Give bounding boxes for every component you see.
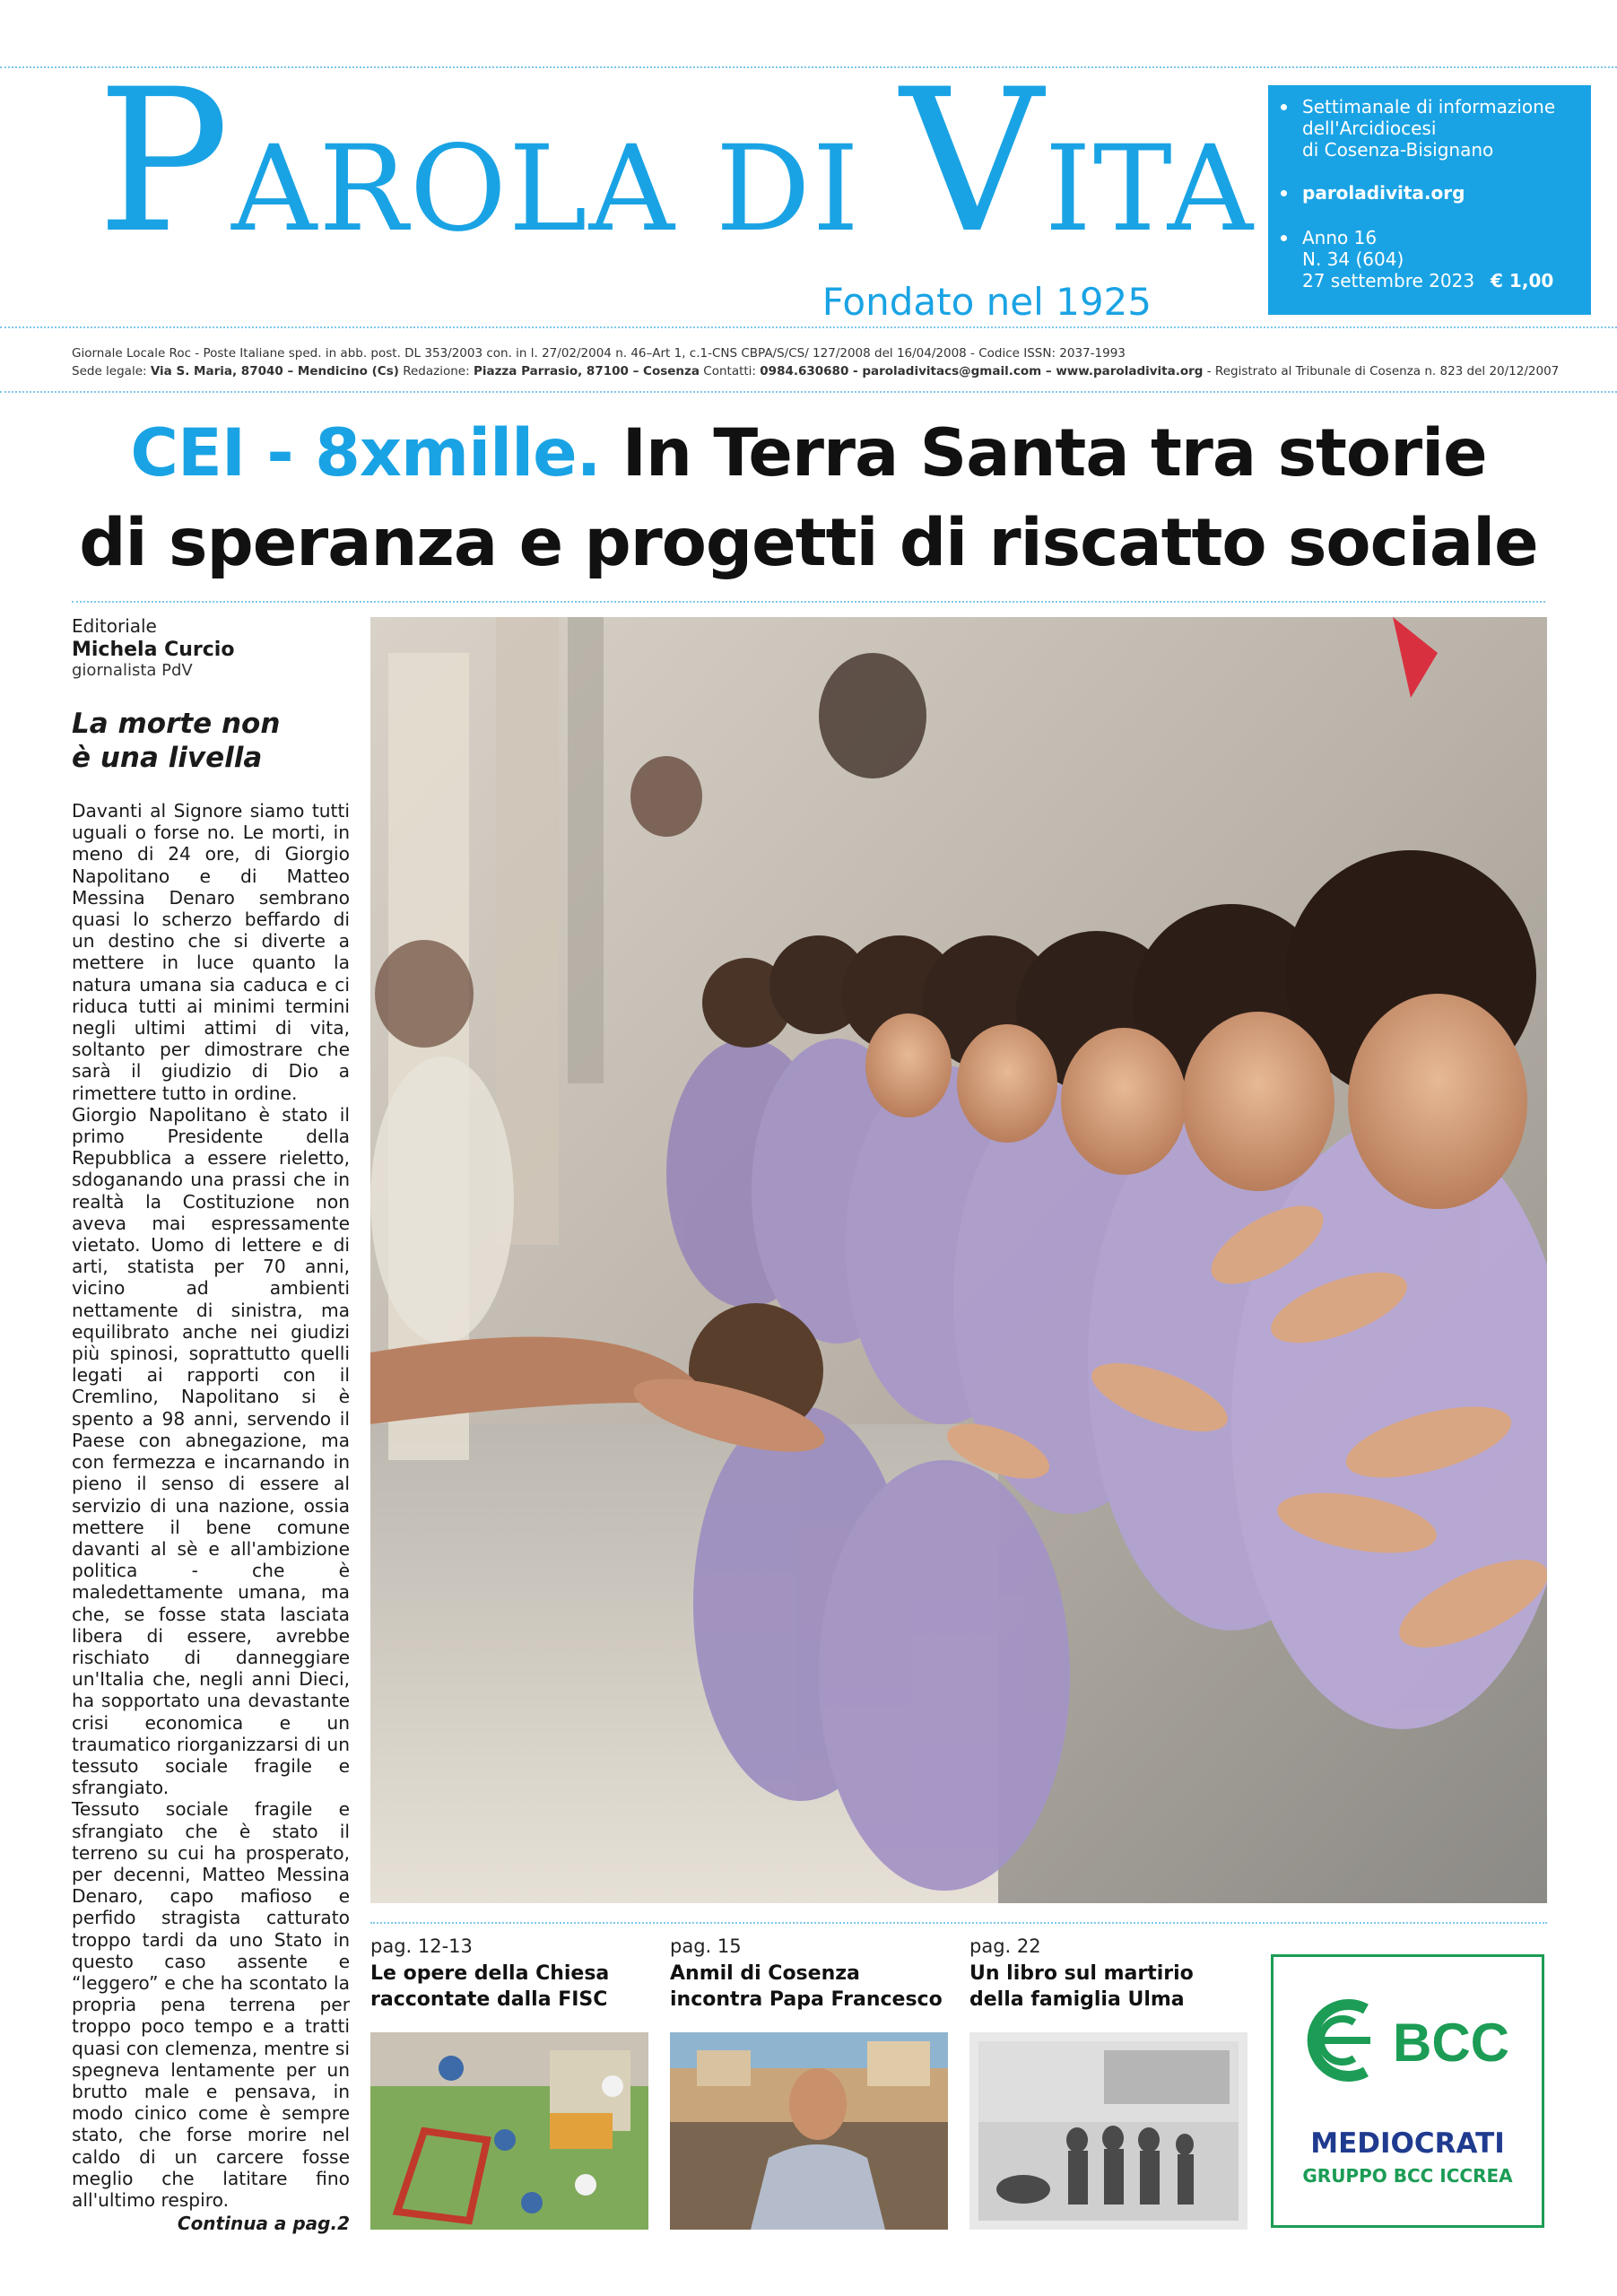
editorial-section-label: Editoriale	[72, 615, 157, 637]
founded-label: Fondato nel 1925	[822, 280, 1152, 324]
teaser-anmil[interactable]	[670, 1935, 948, 2013]
editorial-author-role: giornalista PdV	[72, 661, 193, 680]
teaser-ulma[interactable]	[969, 1935, 1248, 2013]
editorial-paragraph: Tessuto sociale fragile e sfrangiato che è stato il terreno su cui ha prosperato, per decenni, Matteo Messina Denaro, capo mafioso e perfido stragista catturato troppo tardi da uno Stato in questo caso assente e “leggero” e che ha scontato la propria pena terrena per troppo poco tempo e a tratti quasi con clemenza, mentre si spegneva lentamente per un brutto male e pensava, in modo cinico come è sempre stato, che forse morire nel caldo di un carcere fosse meglio che latitare fino all'ultimo respiro.	[72, 1798, 350, 2211]
bcc-logo	[1299, 1991, 1523, 2090]
editorial-body	[72, 800, 350, 2211]
issue-infobox	[1268, 85, 1591, 315]
main-headline[interactable]: CEI - 8xmille. In Terra Santa tra storie di speranza e progetti di riscatto sociale	[79, 415, 1538, 581]
ad-group: GRUPPO BCC ICCREA	[1302, 2165, 1513, 2187]
teaser-thumbnail	[969, 2032, 1248, 2230]
issue-date: 27 settembre 2023	[1302, 270, 1475, 291]
teaser-title: Le opere della Chiesa raccontate dalla FISC	[370, 1962, 610, 2011]
masthead-rule	[0, 326, 1617, 328]
masthead-rule	[0, 391, 1617, 393]
teaser-page: pag. 12-13	[370, 1935, 473, 1957]
issue-details: Anno 16 N. 34 (604) 27 settembre 2023 € 1,00	[1291, 227, 1575, 291]
bcc-logo-text: BCC	[1393, 2013, 1509, 2073]
website-link[interactable]: paroladivita.org	[1291, 182, 1575, 204]
teaser-title: Un libro sul martirio della famiglia Ulma	[969, 1962, 1194, 2011]
headline-rule	[72, 601, 1545, 603]
teaser-fisc[interactable]	[370, 1935, 648, 2013]
continue-link[interactable]: Continua a pag.2	[177, 2213, 350, 2235]
masthead-logo	[97, 47, 1256, 324]
editorial-paragraph: Giorgio Napolitano è stato il primo Presidente della Repubblica a essere rieletto, sdoganando una prassi che in realtà la Costituzione non aveva mai espressamente vietato. Uomo di lettere e di arti, statista per 70 anni, vicino ad ambienti nettamente di sinistra, ma equilibrato anche nei giudizi più spinosi, soprattutto quelli legati ai rapporti con il Cremlino, Napolitano si è spento a 98 anni, servendo il Paese con abnegazione, ma con fermezza e incarnando in pieno il senso di essere al servizio di una nazione, ossia mettere il bene comune davanti al sè e all'ambizione politica - che è maledettamente umana, ma che, se fosse stata lasciata libera di essere, avrebbe rischiato di danneggiare un'Italia che, negli anni Dieci, ha sopportato una devastante crisi economica e un traumatico riorganizzarsi di un tessuto sociale fragile e sfrangiato.	[72, 1103, 350, 1799]
editorial-author: Michela Curcio	[72, 639, 235, 661]
editorial-paragraph: Davanti al Signore siamo tutti uguali o forse no. Le morti, in meno di 24 ore, di Giorgio Napolitano e di Matteo Messina Denaro sembrano quasi lo scherzo beffardo di un destino che si diverte a mettere in luce quanto la natura umana sia caduca e ci riduca tutti ai minimi termini negli ultimi attimi di vita, soltanto per dimostrare che sarà il giudizio di Dio a rimettere tutto in ordine.	[72, 800, 350, 1104]
editorial-column	[72, 615, 350, 2234]
bcc-advertisement[interactable]	[1271, 1954, 1544, 2228]
publication-description: Settimanale di informazione dell'Arcidiocesi di Cosenza-Bisignano	[1291, 96, 1575, 161]
ad-brand: MEDIOCRATI	[1310, 2127, 1505, 2160]
teaser-thumbnail	[370, 2032, 648, 2230]
main-photo	[370, 617, 1547, 1903]
headline-kicker: CEI - 8xmille.	[130, 415, 601, 491]
teaser-page: pag. 15	[670, 1935, 742, 1957]
teaser-thumbnail	[670, 2032, 948, 2230]
logo-title: PAROLA DI VITA	[97, 47, 1256, 276]
editorial-title[interactable]: La morte non è una livella	[72, 708, 281, 774]
teasers-rule	[370, 1922, 1547, 1924]
teaser-page: pag. 22	[969, 1935, 1041, 1957]
teaser-title: Anmil di Cosenza incontra Papa Francesco	[670, 1962, 943, 2011]
issue-price: € 1,00	[1491, 270, 1554, 291]
legal-notice: Giornale Locale Roc - Poste Italiane sped. in abb. post. DL 353/2003 con. in l. 27/02/2004 n. 46–Art 1, c.1-CNS CBPA/S/CS/ 127/2008 del 16/04/2008 - Codice ISSN: 2037-1993 Sede legale: Via S. Maria, 87040 – Mendicino (Cs) Redazione: Piazza Parrasio, 87100 – Cosenza Contatti: 0984.630680 - paroladivitacs@gmail.com – www.paroladivita.org - Registrato al Tribunale di Cosenza n. 823 del 20/12/2007	[72, 346, 1560, 378]
